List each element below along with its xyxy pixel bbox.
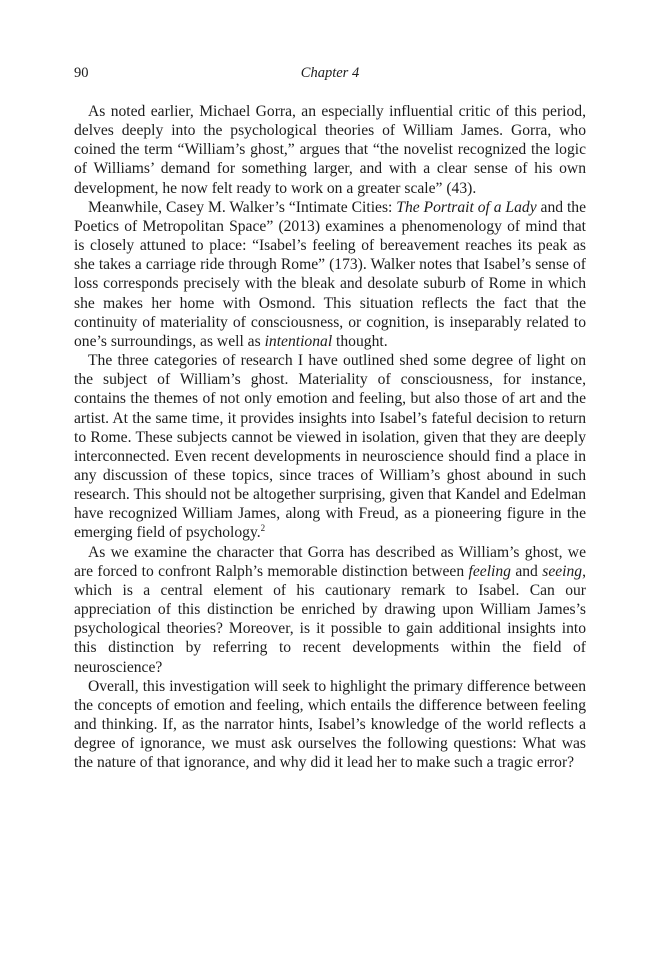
book-page: [74, 62, 586, 772]
italic-book-title: The Portrait of a Lady: [396, 198, 537, 216]
italic-word: feeling: [468, 562, 511, 580]
paragraph: [74, 543, 586, 677]
text-run: and the Poetics of Metropolitan Space” (2013) examines a phenomenology of mind that is closely attuned to place: “Isabel’s feeling of bereavement reaches its peak as she takes a carriage ride through Rome” (173). Walker notes that Isabel’s sense of loss corresponds precisely with the bleak and desolate suburb of Rome in which she makes her home with Osmond. This situation reflects the fact that the continuity of materiality of consciousness, or cognition, is inseparably related to one’s surroundings, as well as: [74, 198, 586, 350]
italic-word: seeing: [542, 562, 583, 580]
text-run: Overall, this investigation will seek to highlight the primary difference between the concepts of emotion and feeling, which entails the difference between feeling and thinking. If, as the narrator hints, Isabel’s knowledge of the world reflects a degree of ignorance, we must ask ourselves the following questions: What was the nature of that ignorance, and why did it lead her to make such a tragic error?: [74, 677, 586, 772]
text-run: and: [510, 562, 543, 580]
text-run: , which is a central element of his cautionary remark to Isabel. Can our appreciation of this distinction be enriched by drawing upon William James’s psychological theories? Moreover, is it possible to gain additional insights into this distinction by referring to recent developments within the field of neuroscience?: [74, 562, 586, 676]
page-number: 90: [74, 65, 89, 81]
text-run: As noted earlier, Michael Gorra, an especially influential critic of this period, delves deeply into the psychological theories of William James. Gorra, who coined the term “William’s ghost,” argues that “the novelist recognized the logic of Williams’ demand for something larger, and with a clear sense of his own development, he now felt ready to work on a greater scale” (43).: [74, 103, 586, 197]
paragraph: [74, 102, 586, 198]
footnote-marker[interactable]: 2: [260, 523, 266, 534]
paragraph: [74, 351, 586, 543]
running-head: [74, 62, 586, 84]
chapter-title: Chapter 4: [300, 65, 360, 81]
paragraph: [74, 198, 586, 351]
italic-word: intentional: [264, 332, 333, 350]
text-run: Meanwhile, Casey M. Walker’s “Intimate Cities:: [88, 198, 397, 216]
paragraph: [74, 677, 586, 773]
body-text: [74, 102, 586, 772]
text-run: As we examine the character that Gorra has described as William’s ghost, we are forced to confront Ralph’s memorable distinction between: [74, 543, 586, 580]
text-run: thought.: [332, 332, 388, 350]
text-run: The three categories of research I have outlined shed some degree of light on the subject of William’s ghost. Materiality of consciousness, for instance, contains the themes of not only emotion and feeling, but also those of art and the artist. At the same time, it provides insights into Isabel’s fateful decision to return to Rome. These subjects cannot be viewed in isolation, given that they are deeply interconnected. Even recent developments in neuroscience should find a place in any discussion of these topics, since traces of William’s ghost abound in such research. This should not be altogether surprising, given that Kandel and Edelman have recognized William James, along with Freud, as a pioneering figure in the emerging field of psychology.: [74, 352, 587, 542]
